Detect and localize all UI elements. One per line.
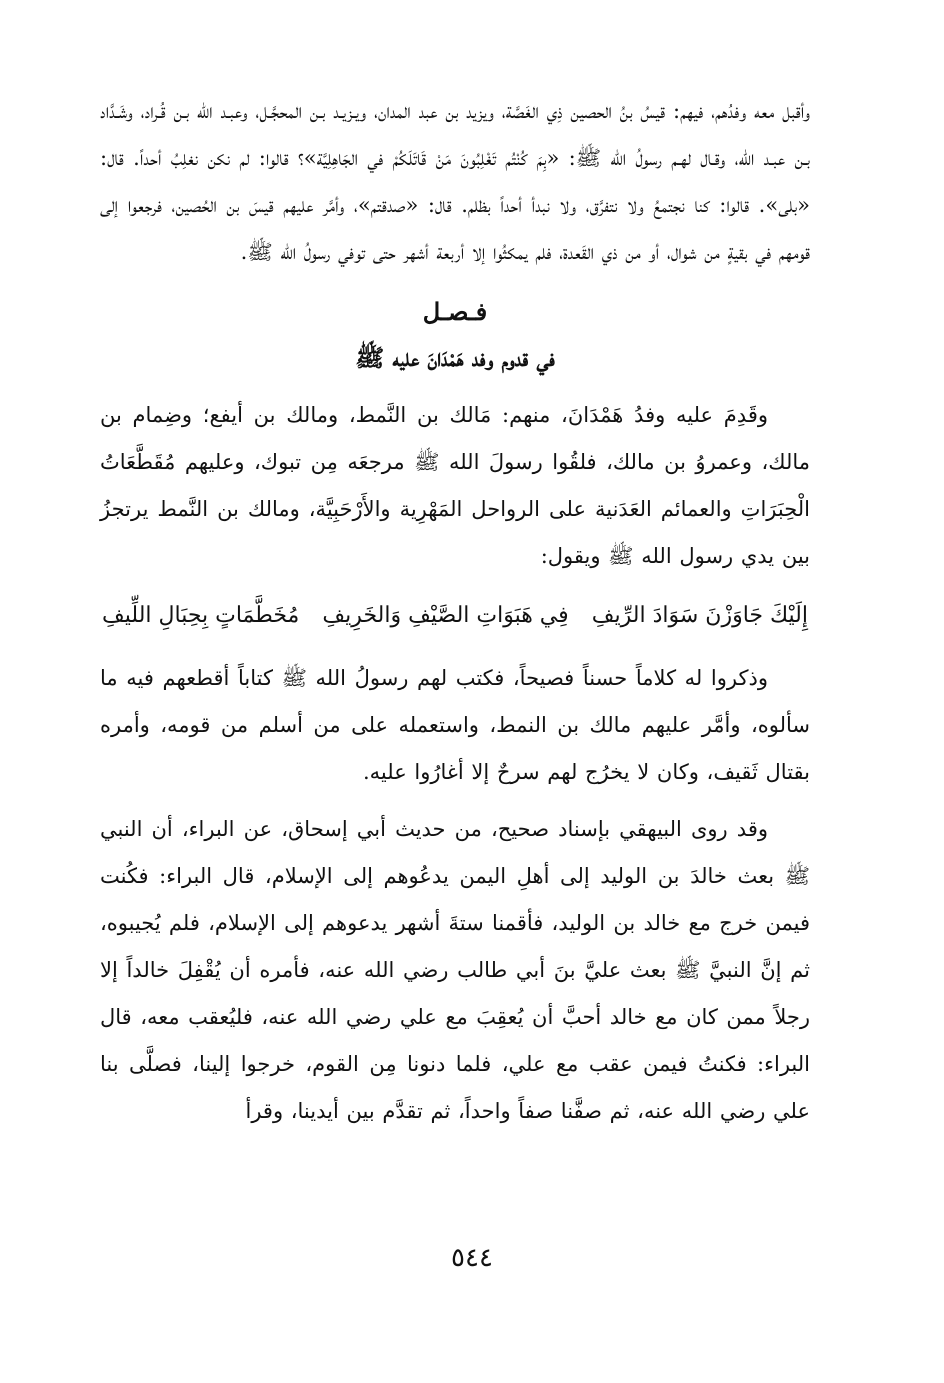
- page-number: ٥٤٤: [451, 1243, 493, 1273]
- poem-hemistich-2: فِي هَبَوَاتِ الصَّيْفِ وَالخَرِيفِ: [322, 603, 569, 628]
- section-subheading: في قدوم وفد هَمْدَانَ عليه ﷺ: [355, 343, 555, 372]
- poem-hemistich-3: مُخَطَّمَاتٍ بِحِبَالِ اللِّيفِ: [102, 603, 300, 628]
- paragraph-hamdan-delegation: وقَدِمَ عليه وفدُ هَمْدَانَ، منهم: مَالك بن النَّمط، ومالك بن أيفع؛ وضِمام بن مالك، وعمروُ بن مالك، فلقُوا رسولَ الله ﷺ مرجعَه مِن تبوك، وعليهم مُقَطَّعَاتُ الْحِبَرَاتِ والعمائم العَدَنية على الرواحل المَهْرِية والأَرْحَبِيَّة، ومالك بن النَّمط يرتجزُ بين يدي رسول الله ﷺ ويقول:: [100, 403, 810, 568]
- section-heading: فـصـل: [422, 297, 488, 326]
- page-body: [100, 88, 810, 1135]
- paragraph-letter: وذكروا له كلاماً حسناً فصيحاً، فكتب لهم رسولُ الله ﷺ كتاباً أقطعهم فيه ما سألوه، وأمَّر عليهم مالك بن النمط، واستعمله على من أسلم من قومه، وأمره بقتال ثَقيف، وكان لا يخرُج لهم سرحٌ إلا أغارُوا عليه.: [100, 666, 810, 784]
- poem-hemistich-1: إِلَيْكَ جَاوَزْنَ سَوَادَ الرِّيفِ: [591, 603, 808, 628]
- poem-verse: [100, 592, 810, 639]
- paragraph-waqbala: وأقبل معه وفدُهم، فيهم: قيسُ بنُ الحصين ذِي الغَصَّة، ويزيد بن عبد المدان، ويـزيـد بـن المحجَّـل، وعبـد الله بـن قُـراد، وشَـدَّاد بـن عبـد الله، وقـال لهـم رسولُ الله ﷺ: «بِمَ كُنْتُم تَغْلِبُونَ مَنْ قَاتَلَكُمْ في الجَاهِلِيَّة»؟ قالوا: لم نكن نغلِبُ أحداً. قال: «بلى». قالوا: كنا نجتمعُ ولا نتفرَّق، ولا نبدأ أحداً بظلم. قال: «صدقتم»، وأمَّر عليهم قيسَ بن الحُصين، فرجعوا إلى قومهم في بقيةٍ من شوال، أو من ذي القَعدة، فلم يمكثُوا إلا أربعة أشهر حتى توفي رسولُ الله ﷺ.: [100, 99, 810, 264]
- paragraph-bayhaqi: وقد روى البيهقي بإسناد صحيح، من حديث أبي إسحاق، عن البراء، أن النبي ﷺ بعث خالدَ بن الوليد إلى أهلِ اليمن يدعُوهم إلى الإسلام، قال البراء: فكُنت فيمن خرج مع خالد بن الوليد، فأقمنا ستةَ أشهر يدعوهم إلى الإسلام، فلم يُجيبوه، ثم إنَّ النبيَّ ﷺ بعث عليَّ بنَ أبي طالب رضي الله عنه، فأمره أن يُقْفِلَ خالداً إلا رجلاً ممن كان مع خالد أحبَّ أن يُعقِبَ مع علي رضي الله عنه، فليُعقب معه، قال البراء: فكنتُ فيمن عقب مع علي، فلما دنونا مِن القوم، خرجوا إلينا، فصلَّى بنا علي رضي الله عنه، ثم صفَّنا صفاً واحداً، ثم تقدَّم بين أيدينا، وقرأ: [100, 817, 810, 1123]
